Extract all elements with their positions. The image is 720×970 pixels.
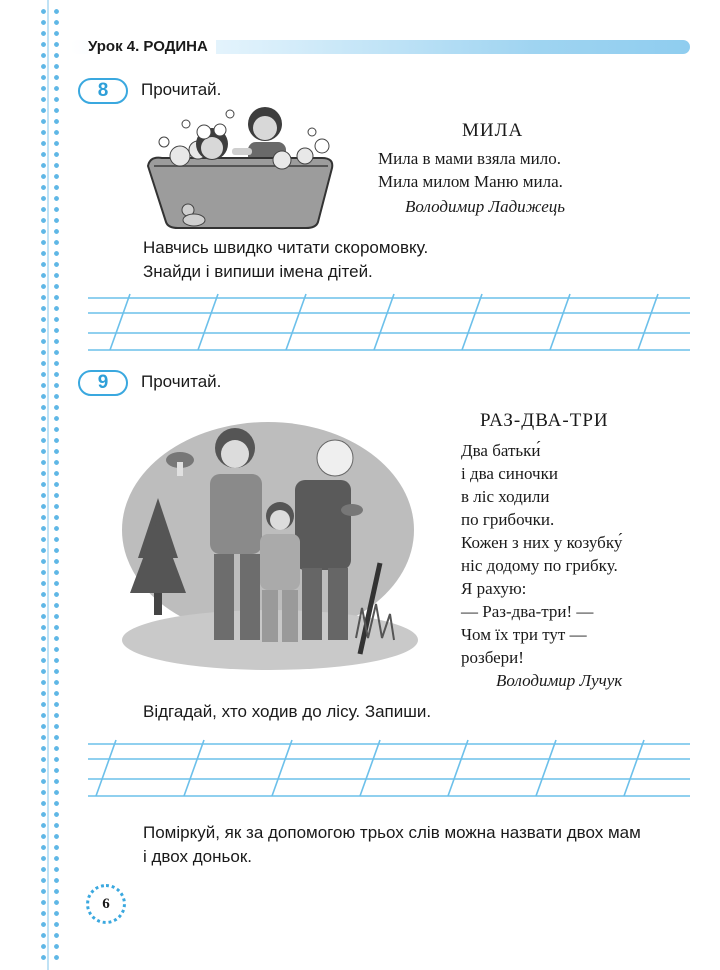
- task-9-poem-line: і два синочки: [461, 464, 558, 483]
- task-9-instruction: Прочитай.: [141, 372, 222, 391]
- task-9-poem-line: Кожен з них у козубку́: [461, 533, 623, 552]
- task-8-author: Володимир Ладижець: [405, 197, 566, 216]
- task-9-author: Володимир Лучук: [496, 671, 623, 690]
- task-8-poem-line: Мила милом Маню мила.: [378, 172, 563, 191]
- task-9-poem-line: в ліс ходили: [461, 487, 550, 506]
- task-8-exercise-line: Знайди і випиши імена дітей.: [143, 262, 373, 281]
- task-9-poem-line: — Раз-два-три! —: [461, 602, 594, 621]
- binding-dots: [34, 0, 62, 970]
- task-9-poem-line: Два батьки́: [461, 441, 541, 460]
- task-9-poem-line: Я рахую:: [461, 579, 527, 598]
- page-number: 6: [86, 884, 126, 924]
- task-9-poem-line: Чом їх три тут —: [461, 625, 587, 644]
- task-9-poem-line: розбери!: [461, 648, 524, 667]
- task-8-writing-lines[interactable]: [88, 292, 690, 354]
- family-illustration: [120, 418, 420, 670]
- task-8-poem-title: МИЛА: [462, 120, 524, 141]
- task-8-poem-line: Мила в мами взяла мило.: [378, 149, 561, 168]
- task-9-writing-lines[interactable]: [88, 738, 690, 800]
- bath-illustration: [140, 102, 345, 230]
- task-9-poem-title: РАЗ-ДВА-ТРИ: [480, 410, 609, 431]
- task-9-exercise: Відгадай, хто ходив до лісу. Запиши.: [143, 702, 432, 721]
- task-9-poem-line: ніс додому по грибку.: [461, 556, 618, 575]
- task-9-poem-line: по грибочки.: [461, 510, 555, 529]
- task-8-badge: 8: [78, 78, 128, 104]
- task-9-extra-line: і двох доньок.: [143, 847, 252, 866]
- task-8-exercise-line: Навчись швидко читати скоромовку.: [143, 238, 429, 257]
- task-9-extra-line: Поміркуй, як за допомогою трьох слів можна назвати двох мам: [143, 823, 641, 842]
- task-8-instruction: Прочитай.: [141, 80, 222, 99]
- lesson-title: Урок 4. РОДИНА: [88, 38, 216, 55]
- task-9-badge: 9: [78, 370, 128, 396]
